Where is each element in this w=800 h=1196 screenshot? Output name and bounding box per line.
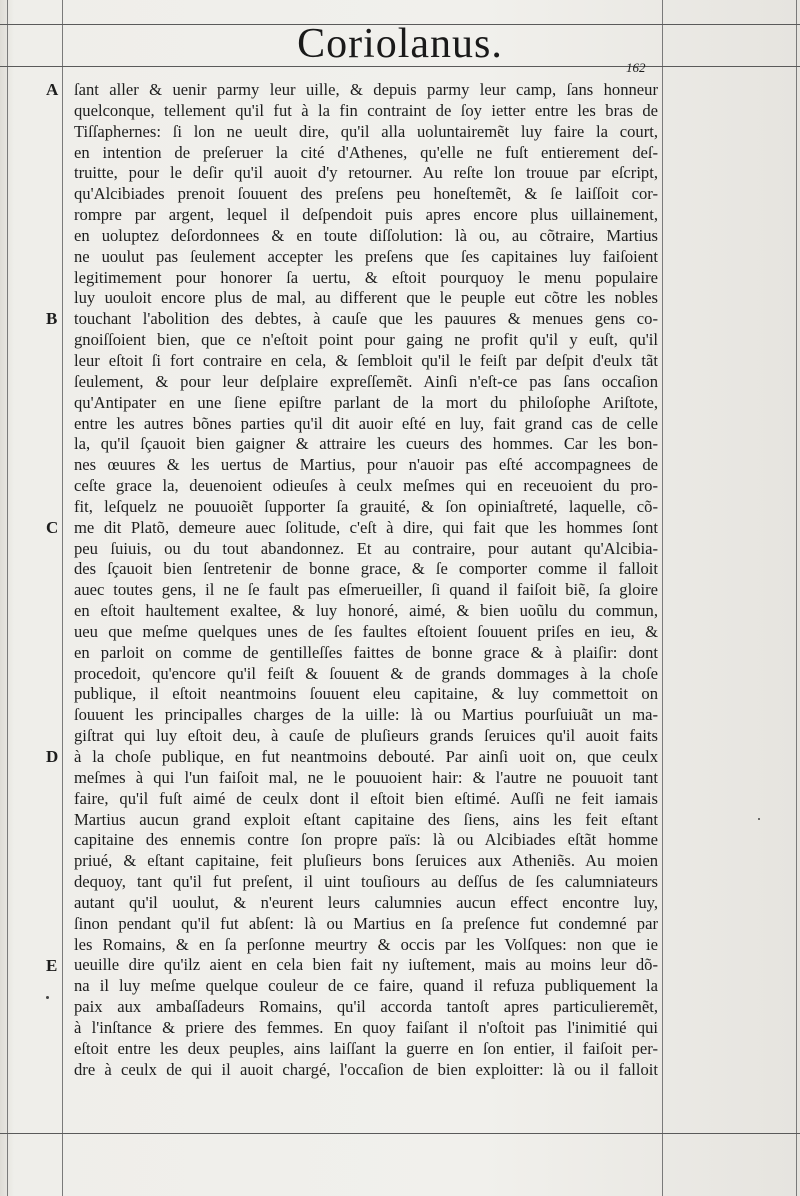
- running-header: [0, 18, 800, 70]
- text-line: truitte, pour le deſir qu'il auoit d'y retourner. Au reſte lon trouue par eſcript,: [74, 163, 658, 183]
- text-line: des ſçauoit bien ſentretenir de bonne grace, & ſe comporter comme il falloit: [74, 559, 658, 579]
- margin-rule-left: [62, 0, 63, 1196]
- text-line: en uoluptez deſordonnees & en toute diſſolution: là ou, au cõtraire, Martius: [74, 225, 658, 245]
- text-line: leur eſtoit ſi fort contraire en cela, & ſembloit qu'il le feiſt par deſpit d'eulx tãt: [74, 350, 658, 370]
- text-line: à la choſe publique, en fut neantmoins debouté. Par ainſi uoit on, que ceulx: [74, 747, 658, 766]
- text-line: peu ſuiuis, ou du tout abandonnez. Et au contraire, pour autant qu'Alcibia-: [74, 538, 658, 558]
- text-line: touchant l'abolition des debtes, à cauſe que les pauures & menues gens co-: [74, 309, 658, 329]
- text-line: ueu que meſme quelques unes de ſes faultes eſtoient ſouuent priſes en ieu, &: [74, 621, 658, 641]
- text-line: ceſte grace la, deuenoient odieuſes à ceulx meſmes qui en receuoient du pro-: [74, 476, 658, 496]
- margin-section-letter: A: [46, 80, 59, 99]
- page-number: 162: [626, 60, 646, 75]
- text-line: eſtoit entre les deux peuples, ains laiſſant la guerre en ſon entier, il faiſoit per-: [74, 1038, 658, 1058]
- text-line: ſinon pendant qu'il fut abſent: là ou Martius en ſa preſence fut condemné par: [74, 913, 658, 933]
- text-line: qu'Alcibiades prenoit ſouuent des preſens peu honeſtemẽt, & ſe laiſſoit cor-: [74, 184, 658, 204]
- text-line: ueuille dire qu'ilz aient en cela bien fait ny iuſtement, mais au moins leur dõ-: [74, 955, 658, 975]
- margin-section-letter: B: [46, 309, 58, 329]
- text-line: giſtrat qui luy eſtoit deu, à cauſe de pluſieurs grands ſeruices qu'il auoit faits: [74, 726, 658, 746]
- text-line: procedoit, qu'encore qu'il feiſt & ſouuent & de grands dommages à la choſe: [74, 663, 658, 683]
- page-edge-rule: [7, 0, 8, 1196]
- ink-speck: [46, 996, 49, 999]
- page-title: Coriolanus.: [297, 21, 503, 67]
- text-line: autant qu'il uoulut, & n'eurent leurs calumnies aucun effect encontre luy,: [74, 892, 658, 912]
- text-line: quelconque, tellement qu'il fut à la fin contraint de ſoy ietter entre les bras de: [74, 100, 658, 120]
- text-line: les Romains, & en ſa perſonne meurtry & occis par les Volſques: non que ie: [74, 934, 658, 954]
- text-line: auec toutes gens, il ne ſe fault pas eſmerueiller, ſi quand il faiſoit biẽ, ſa gloire: [74, 580, 658, 600]
- text-line: meſmes à qui l'un faiſoit mal, ne le pouuoient hair: & l'autre ne pouuoit tant: [74, 767, 658, 787]
- text-line: Martius aucun grand exploit eſtant capitaine des ſiens, ains les feit eſtant: [74, 809, 658, 829]
- text-line: nes œuures & les uertus de Martius, pour n'auoir pas eſté accompagnees de: [74, 455, 658, 475]
- text-line: gnoiſſoient bien, que ce n'eſtoit point pour gaing ne profit qu'il y euſt, qu'il: [74, 330, 658, 350]
- text-line: ſouuent les principalles charges de la uille: là ou Martius pourſuiuãt un ma-: [74, 705, 658, 725]
- page-edge-rule-right: [796, 0, 797, 1196]
- text-line: ſeulement, & pour leur deſplaire expreſſemẽt. Ainſi n'eſt-ce pas ſans occaſion: [74, 371, 658, 391]
- text-line: en parloit on comme de gentilleſſes faittes de bonne grace & à plaiſir: dont: [74, 642, 658, 662]
- text-line: qu'Antipater en une ſiene epiſtre parlant de la mort du philoſophe Ariſtote,: [74, 392, 658, 412]
- text-line: luy uouloit encore plus de mal, au different que le peuple eut cõtre les nobles: [74, 288, 658, 308]
- text-line: me dit Platõ, demeure auec ſolitude, c'eſt à dire, qui fait que les hommes ſont: [74, 517, 658, 537]
- margin-section-letter: E: [46, 955, 58, 975]
- text-line: priué, & eſtant capitaine, feit pluſieurs bons ſeruices aux Atheniẽs. Au moien: [74, 851, 658, 871]
- text-line: dequoy, tant qu'il fut preſent, il uint touſiours au deſſus de ſes calumniateurs: [74, 872, 658, 892]
- text-line: rompre par argent, lequel il deſpendoit puis apres encore plus uillainement,: [74, 205, 658, 225]
- text-line: publique, il eſtoit neantmoins ſouuent eleu capitaine, & luy commettoit on: [74, 684, 658, 704]
- text-line: paix aux ambaſſadeurs Romains, qu'il accorda tantoſt apres particulieremẽt,: [74, 997, 658, 1017]
- text-line: fit, leſquelz ne pouuoiẽt ſupporter ſa grauité, & ſon opiniaſtreté, laquelle, cõ-: [74, 496, 658, 516]
- text-line: legitimement pour honorer ſa uertu, & eſtoit pourquoy le menu populaire: [74, 267, 658, 287]
- text-line: la, qu'il ſçauoit bien gaigner & attraire les cueurs des hommes. Car les bon-: [74, 434, 658, 454]
- text-line: dre à ceulx de qui il auoit chargé, l'occaſion de bien exploitter: là ou il falloit: [74, 1059, 658, 1079]
- text-line: à l'inſtance & priere des femmes. En quoy faiſant il n'oſtoit pas l'inimitié qui: [74, 1017, 658, 1037]
- text-line: capitaine des ennemis contre ſon propre païs: là ou Alcibiades eſtãt homme: [74, 830, 658, 850]
- text-line: en eſtoit haultement exaltee, & luy honoré, aimé, & bien uoũlu du commun,: [74, 601, 658, 621]
- margin-rule-right: [662, 0, 663, 1196]
- footer-rule: [0, 1133, 800, 1134]
- text-line: en intention de preſeruer la cité d'Athenes, qu'elle ne fuſt entierement deſ-: [74, 142, 658, 162]
- ink-speck: [758, 818, 760, 820]
- margin-section-letter: D: [46, 747, 59, 767]
- text-line: Tiſſaphernes: ſi lon ne ueult dire, qu'il alla uoluntairemẽt luy faire la court,: [74, 121, 658, 141]
- text-line: ſant aller & uenir parmy leur uille, & depuis parmy leur camp, ſans honneur: [74, 80, 658, 99]
- text-line: na il luy meſme quelque couleur de ce faire, quand il refuza publiquement la: [74, 976, 658, 996]
- text-line: ne uoulut pas ſeulement accepter les preſens que ſes capitaines luy faiſoient: [74, 246, 658, 266]
- text-line: entre les autres bõnes parties qu'il dit auoir eſté en luy, fait grand cas de celle: [74, 413, 658, 433]
- margin-section-letter: C: [46, 517, 59, 537]
- text-line: faire, qu'il fuſt aimé de ceulx dont il eſtoit bien eſtimé. Auſſi ne feit iamais: [74, 788, 658, 808]
- body-text: [74, 80, 658, 1081]
